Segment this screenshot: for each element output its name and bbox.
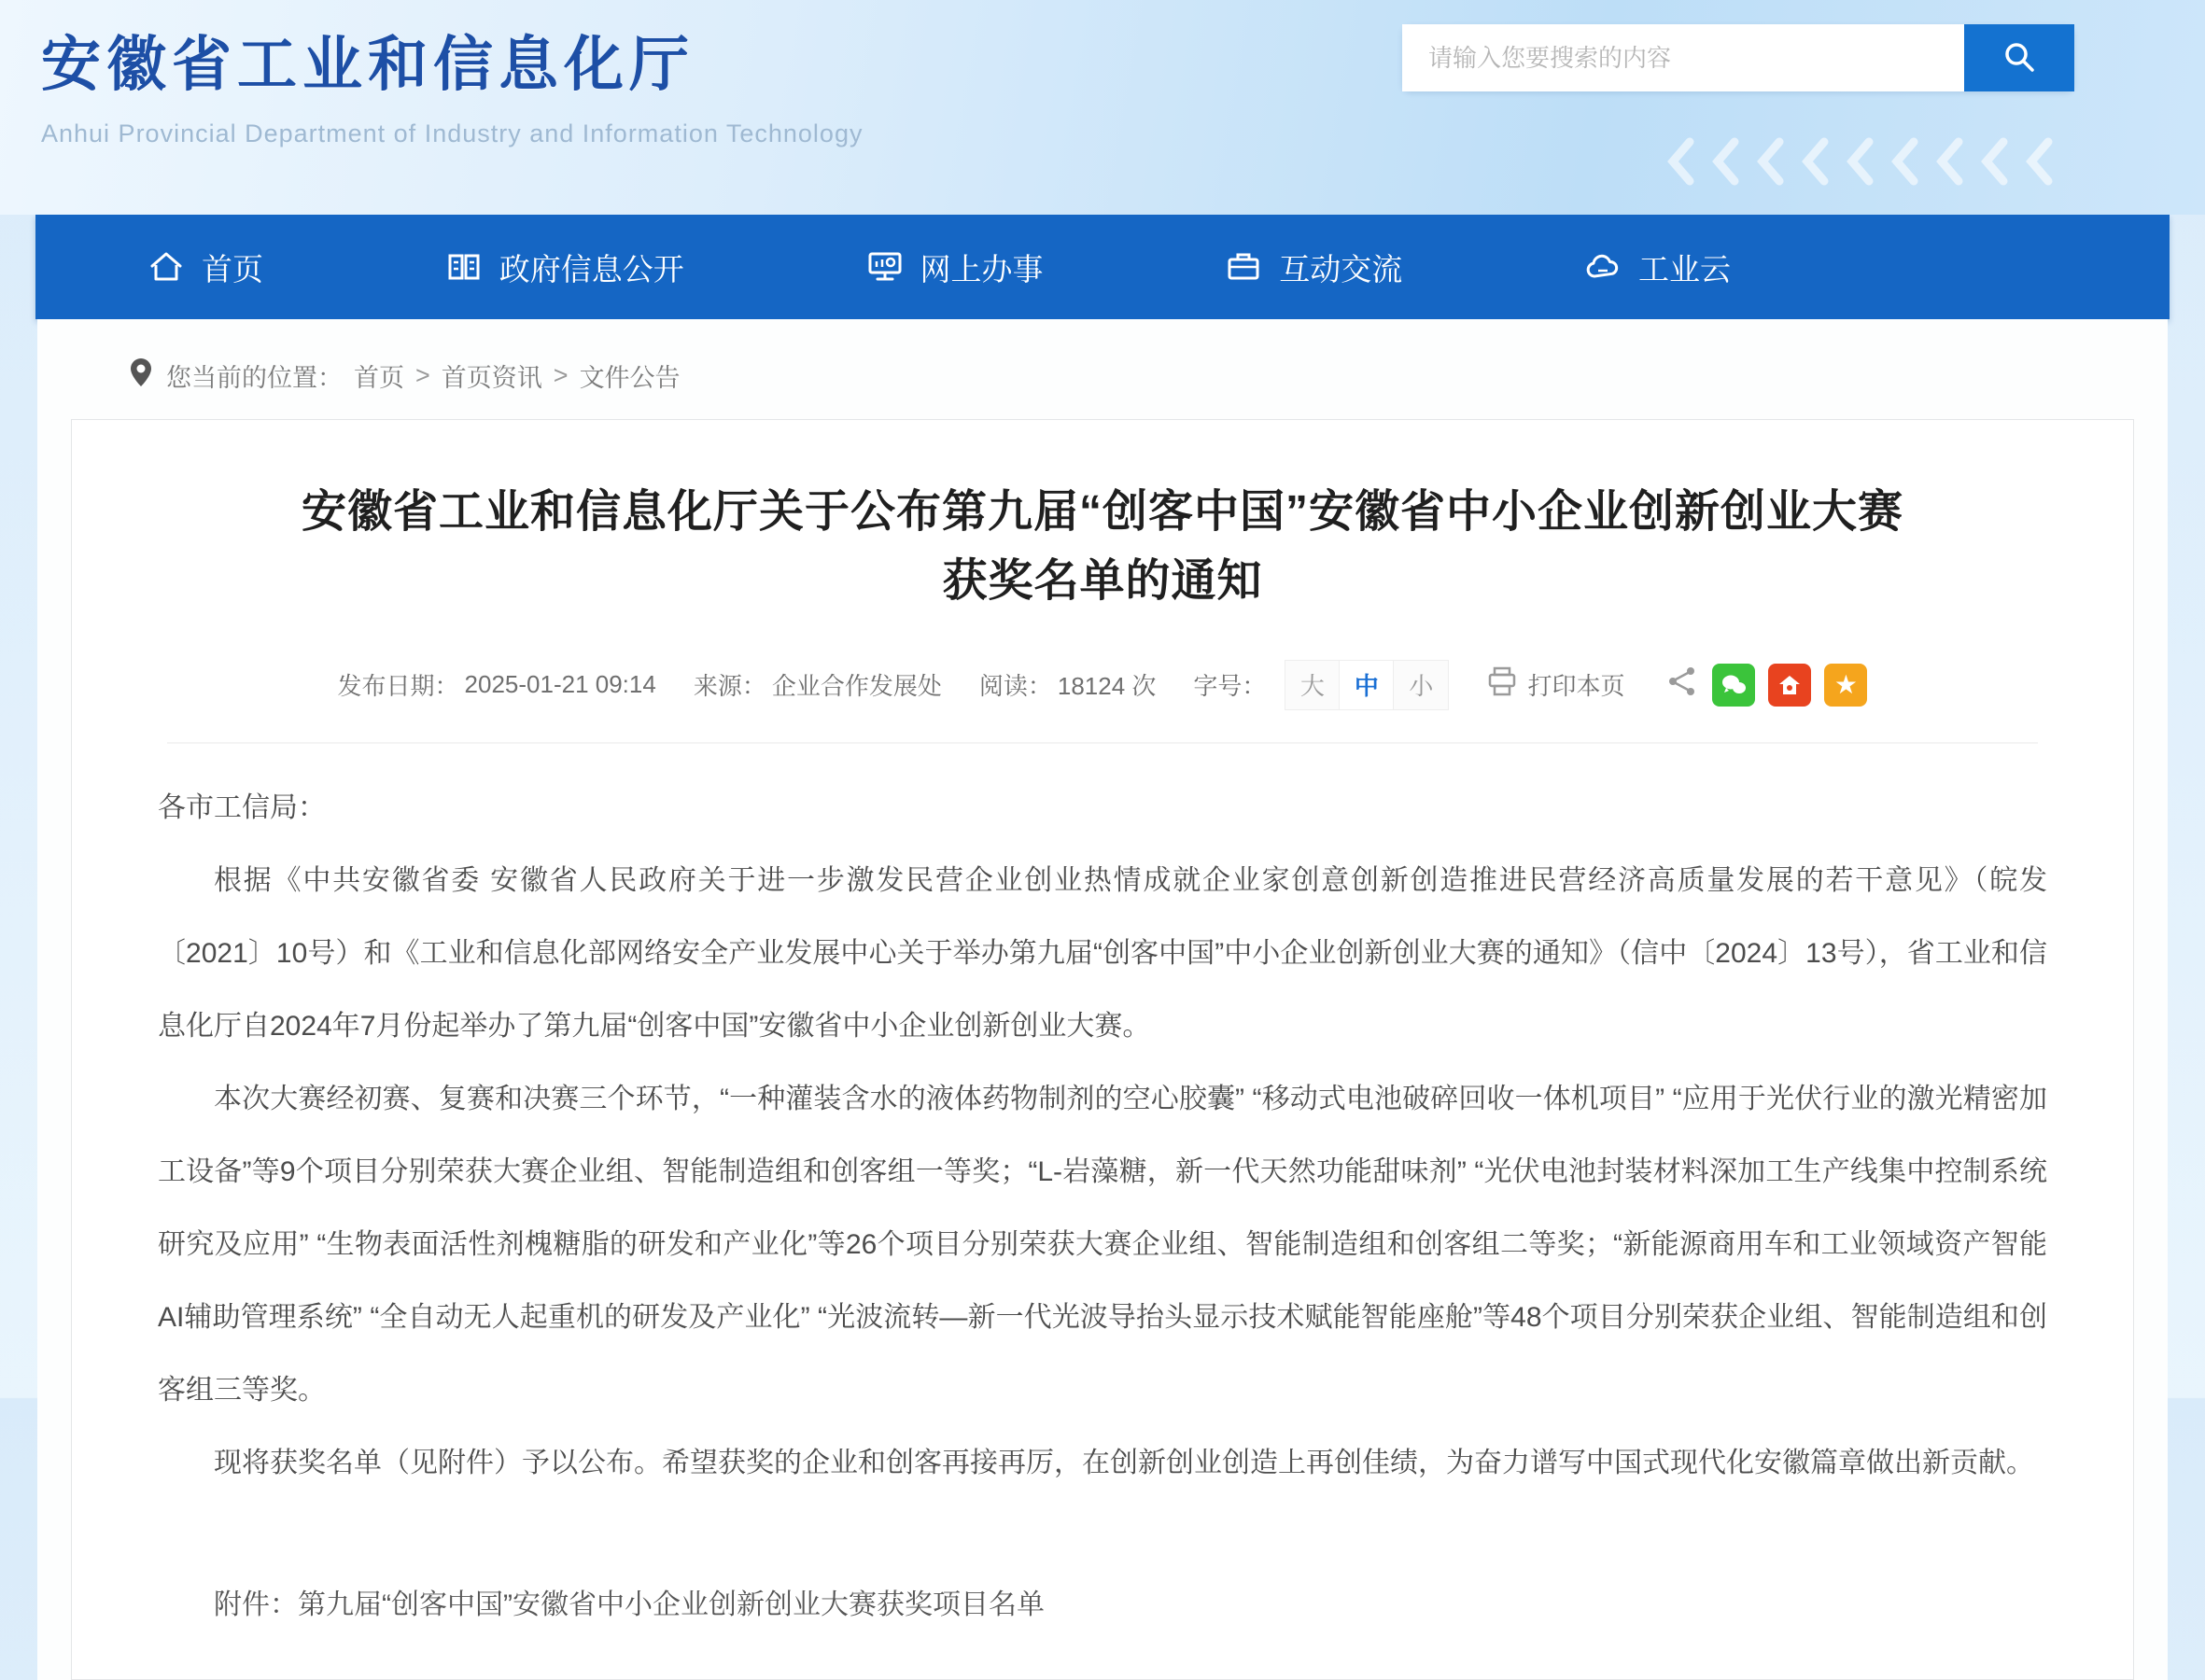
site-header — [0, 0, 2205, 215]
main-nav — [35, 215, 2170, 319]
wechat-share-icon[interactable] — [1712, 664, 1755, 707]
print-page-label: 打印本页 — [1527, 672, 1625, 701]
publish-date-label: 发布日期： — [337, 672, 459, 701]
paragraph-basis: 根据《中共安徽省委 安徽省人民政府关于进一步激发民营企业创业热情成就企业家创意创新创造推进民营经济高质量发展的若干意见》（皖发〔2021〕10号）和《工业和信息化部网络安全产业发展中心关于举办第九届“创客中国”中小企业创新创业大赛的通知》（信中〔2024〕13号），省工业和信息化厅自2024年7月份起举办了第九届“创客中国”安徽省中小企业创新创业大赛。 — [158, 864, 2047, 1042]
source — [694, 667, 942, 702]
paragraph-awards: 本次大赛经初赛、复赛和决赛三个环节，“一种灌装含水的液体药物制剂的空心胶囊” “移动式电池破碎回收一体机项目” “应用于光伏行业的激光精密加工设备”等9个项目分别荣获大赛企业组、智能制造组和创客组一等奖；“L-岩藻糖，新一代天然功能甜味剂” “光伏电池封装材料深加工生产线集中控制系统研究及应用” “生物表面活性剂槐糖脂的研发和产业化”等26个项目分别荣获大赛企业组、智能制造组和创客组二等奖；“新能源商用车和工业领域资产智能AI辅助管理系统” “全自动无人起重机的研发及产业化” “光波流转—新一代光波导抬头显示技术赋能智能座舱”等48个项目分别荣获企业组、智能制造组和创客组三等奖。 — [158, 1083, 2047, 1406]
nav-item-label: 工业云 — [1638, 251, 1731, 287]
fontsize-controls — [1285, 660, 1449, 710]
breadcrumb-announcements-link[interactable]: 文件公告 — [579, 364, 681, 392]
publish-date-value: 2025-01-21 09:14 — [464, 670, 656, 699]
fontsize-medium-button[interactable]: 中 — [1340, 661, 1394, 709]
search-button[interactable] — [1964, 24, 2074, 91]
article-card — [71, 419, 2134, 1680]
nav-item-online-service[interactable] — [866, 245, 1044, 289]
article-meta — [158, 660, 2047, 710]
share-star-icon[interactable] — [1824, 664, 1867, 707]
fontsize-small-button[interactable]: 小 — [1394, 661, 1448, 709]
nav-item-label: 互动交流 — [1279, 251, 1403, 287]
site-title: 安徽省工业和信息化厅 — [41, 31, 695, 98]
nav-item-home[interactable] — [147, 245, 263, 289]
print-page-button[interactable] — [1486, 665, 1624, 704]
fontsize-label: 字号： — [1193, 672, 1267, 701]
site-search — [1402, 24, 2074, 91]
nav-item-industry-cloud[interactable] — [1584, 245, 1731, 289]
view-count — [979, 667, 1157, 702]
article-title-line1: 安徽省工业和信息化厅关于公布第九届“创客中国”安徽省中小企业创新创业大赛 — [301, 487, 1903, 537]
breadcrumb-news-link[interactable]: 首页资讯 — [441, 364, 542, 392]
share-icon[interactable] — [1665, 665, 1699, 705]
breadcrumb-prefix: 您当前的位置： — [166, 364, 343, 392]
breadcrumb-home-link[interactable]: 首页 — [354, 364, 404, 392]
interaction-icon — [1225, 248, 1262, 286]
content-wrapper — [37, 319, 2168, 1680]
nav-item-label: 首页 — [202, 251, 263, 287]
paragraph-announcement: 现将获奖名单（见附件）予以公布。希望获奖的企业和创客再接再厉，在创新创业创造上再创佳绩，为奋力谱写中国式现代化安徽篇章做出新贡献。 — [214, 1447, 2034, 1478]
source-value: 企业合作发展处 — [771, 672, 942, 701]
meta-divider — [167, 742, 2038, 744]
search-input[interactable] — [1402, 24, 1964, 91]
fontsize-large-button[interactable]: 大 — [1285, 661, 1340, 709]
article-body — [158, 772, 2047, 1642]
star-icon: ★ — [1833, 669, 1858, 699]
nav-item-label: 政府信息公开 — [499, 251, 684, 287]
nav-item-gov-info[interactable] — [445, 245, 684, 289]
share-red-icon[interactable] — [1768, 664, 1811, 707]
view-count-label: 阅读： — [978, 672, 1052, 701]
site-subtitle: Anhui Provincial Department of Industry and Information Technology — [41, 119, 864, 147]
online-service-icon — [866, 248, 904, 286]
attachment-link[interactable]: 附件：第九届“创客中国”安徽省中小企业创新创业大赛获奖项目名单 — [214, 1589, 1045, 1620]
breadcrumb-separator: > — [553, 361, 569, 389]
article-title-line2: 获奖名单的通知 — [942, 556, 1263, 607]
article-title — [158, 478, 2047, 617]
home-icon — [147, 248, 185, 286]
nav-item-interaction[interactable] — [1225, 245, 1402, 289]
source-label: 来源： — [693, 672, 766, 701]
location-pin-icon — [127, 357, 155, 395]
search-icon — [2001, 39, 2037, 77]
nav-item-label: 网上办事 — [920, 251, 1044, 287]
fontsize-label-group — [1193, 667, 1266, 702]
industry-cloud-icon — [1584, 248, 1622, 286]
gov-info-icon — [445, 248, 483, 286]
view-count-value: 18124 次 — [1057, 672, 1157, 701]
chevrons-decoration-icon — [1665, 138, 2056, 185]
paragraph-salutation: 各市工信局： — [158, 791, 326, 823]
publish-date — [338, 667, 656, 702]
breadcrumb-separator: > — [415, 361, 430, 389]
share-row — [1665, 664, 1867, 707]
breadcrumb — [71, 343, 2134, 419]
site-logo — [41, 17, 863, 148]
printer-icon — [1486, 665, 1518, 704]
